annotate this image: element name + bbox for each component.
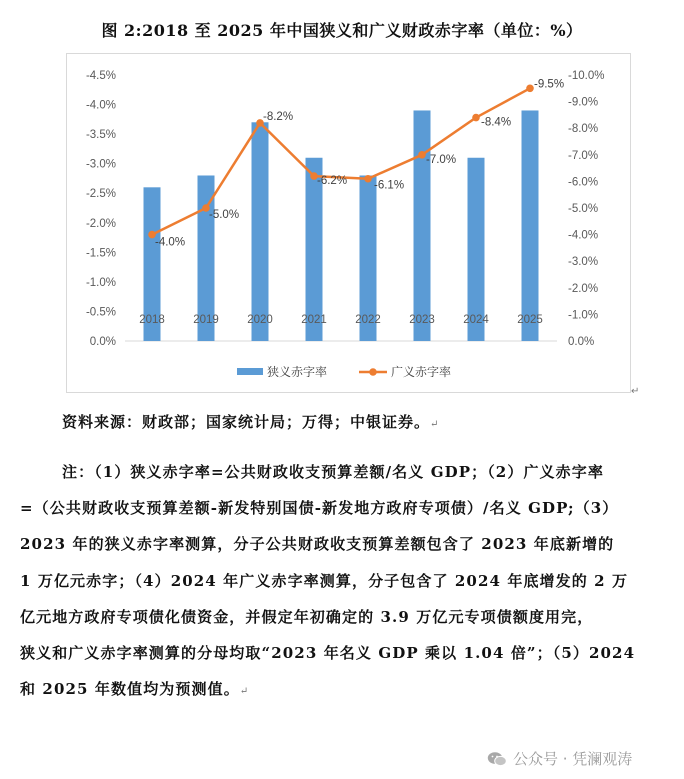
note-line — [20, 671, 668, 707]
right-axis-tick-label: -1.0% — [568, 309, 599, 322]
x-axis-category-label: 2023 — [409, 314, 435, 326]
line-data-label: -6.2% — [317, 175, 348, 188]
legend-label-narrow: 狭义赤字率 — [267, 365, 328, 379]
left-axis-tick-label: 0.0% — [89, 336, 116, 348]
left-axis-tick-label: -2.0% — [85, 217, 116, 230]
bar-narrow-deficit — [522, 110, 539, 341]
right-axis-tick-label: -10.0% — [568, 70, 605, 82]
paragraph-mark: ↵ — [430, 419, 440, 430]
right-axis-tick-label: -3.0% — [568, 256, 599, 269]
x-axis-category-label: 2020 — [247, 314, 273, 326]
note-line: 1 万亿元赤字；（4）2024 年广义赤字率测算，分子包含了 2024 年底增发的 2 万 — [20, 571, 629, 590]
legend-marker-broad — [369, 368, 377, 376]
notes-paragraph — [20, 454, 668, 707]
left-axis-tick-label: -1.0% — [85, 276, 116, 289]
source-text: 资料来源：财政部；国家统计局；万得；中银证券。 — [62, 413, 431, 431]
note-line: 2023 年的狭义赤字率测算，分子公共财政收支预算差额包含了 2023 年底新增的 — [20, 535, 615, 554]
right-axis-tick-label: -4.0% — [568, 229, 599, 242]
line-data-label: -9.5% — [534, 78, 565, 91]
note-line: 注：（1）狭义赤字率=公共财政收支预算差额/名义 GDP；（2）广义赤字率 — [62, 463, 604, 481]
x-axis-category-label: 2025 — [517, 314, 543, 326]
left-axis-tick-label: -4.0% — [85, 99, 116, 112]
wechat-icon — [487, 751, 507, 767]
right-axis-tick-label: 0.0% — [568, 336, 595, 348]
bar-narrow-deficit — [414, 110, 431, 341]
paragraph-mark: ↵ — [239, 686, 250, 698]
line-data-label: -4.0% — [155, 236, 186, 249]
left-axis-tick-label: -4.5% — [85, 70, 116, 82]
x-axis-category-label: 2018 — [139, 314, 165, 326]
left-axis-tick-label: -3.5% — [85, 129, 116, 142]
bar-narrow-deficit — [252, 122, 269, 341]
figure-title: 图 2:2018 至 2025 年中国狭义和广义财政赤字率（单位：%） — [101, 21, 583, 40]
note-text: 和 2025 年数值均为预测值。 — [20, 680, 240, 699]
line-data-label: -5.0% — [209, 209, 240, 221]
line-point-broad-deficit — [526, 85, 534, 93]
line-point-broad-deficit — [364, 175, 372, 183]
watermark — [487, 748, 632, 769]
right-axis-tick-label: -2.0% — [568, 282, 599, 295]
paragraph-mark: ↵ — [631, 386, 640, 397]
watermark-text: 公众号 · 凭澜观涛 — [513, 750, 633, 768]
right-axis-tick-label: -9.0% — [568, 96, 599, 109]
note-line: 亿元地方政府专项债化债资金，并假定年初确定的 3.9 万亿元专项债额度用完， — [20, 607, 594, 626]
chart-frame — [66, 53, 631, 393]
x-axis-category-label: 2022 — [355, 314, 381, 326]
left-axis-tick-label: -2.5% — [85, 188, 116, 201]
source-note — [62, 411, 439, 432]
right-axis-tick-label: -5.0% — [568, 203, 599, 215]
left-axis-tick-label: -1.5% — [85, 247, 116, 260]
right-axis-tick-label: -8.0% — [568, 123, 599, 136]
line-point-broad-deficit — [472, 114, 480, 122]
line-data-label: -8.2% — [263, 110, 294, 123]
left-axis-tick-label: -0.5% — [85, 306, 116, 319]
note-line: =（公共财政收支预算差额-新发特别国债-新发地方政府专项债）/名义 GDP;（3） — [20, 499, 619, 518]
right-axis-tick-label: -7.0% — [568, 149, 599, 162]
line-data-label: -6.1% — [374, 179, 405, 192]
legend-label-broad: 广义赤字率 — [391, 365, 452, 379]
left-axis-tick-label: -3.0% — [85, 158, 116, 171]
x-axis-category-label: 2019 — [193, 314, 219, 326]
note-line: 狭义和广义赤字率测算的分母均取“2023 年名义 GDP 乘以 1.04 倍”；（5）2024 — [20, 643, 636, 662]
line-data-label: -7.0% — [426, 153, 457, 166]
line-point-broad-deficit — [418, 151, 426, 159]
right-axis-tick-label: -6.0% — [568, 176, 599, 189]
legend-swatch-narrow — [237, 368, 263, 375]
line-data-label: -8.4% — [481, 116, 512, 129]
x-axis-category-label: 2021 — [301, 314, 327, 326]
x-axis-category-label: 2024 — [463, 314, 489, 326]
combo-chart — [67, 54, 630, 392]
